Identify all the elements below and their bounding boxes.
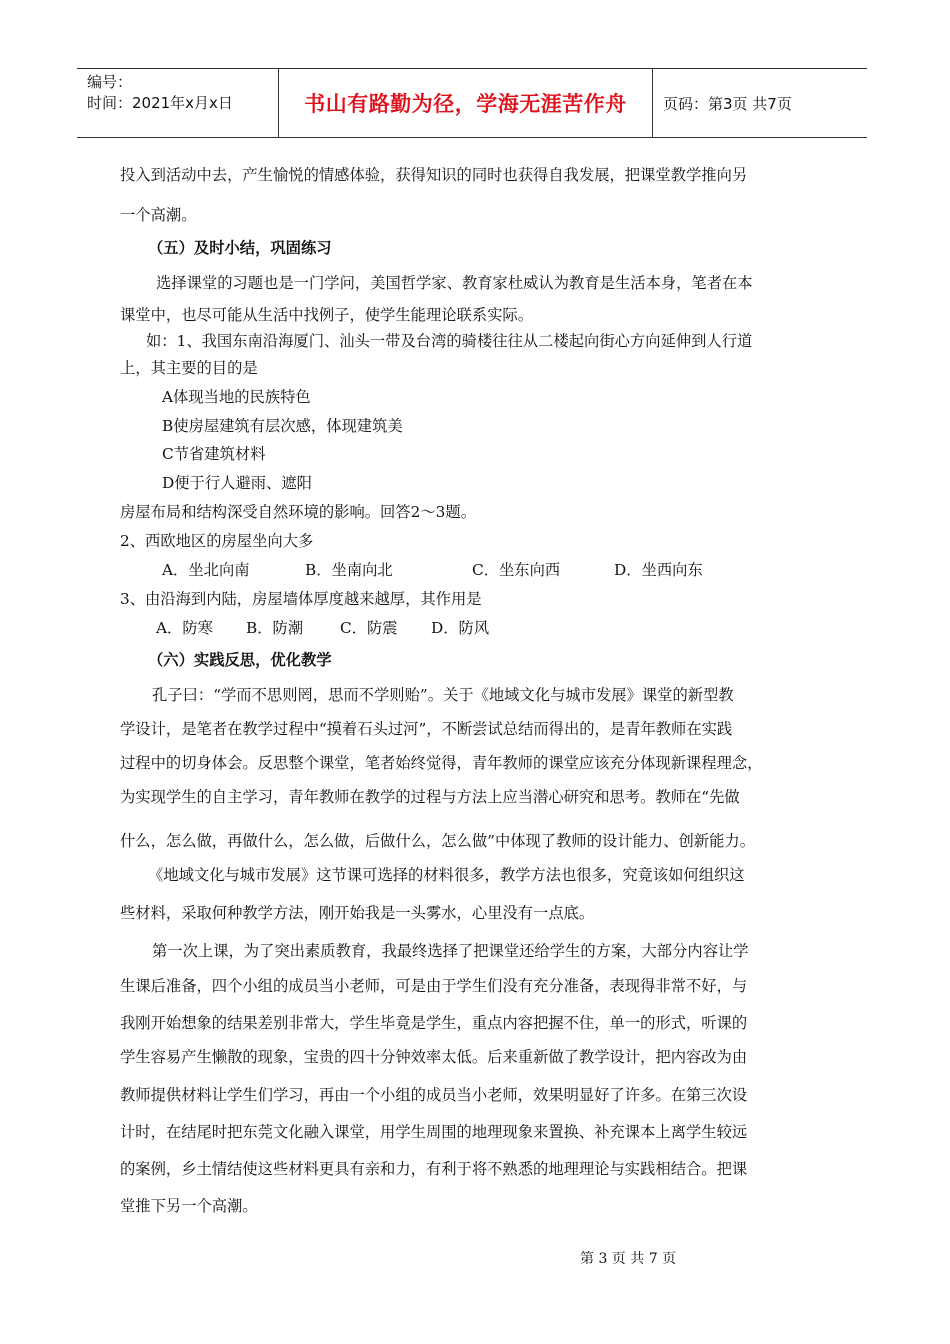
page-footer: 第 3 页 共 7 页 xyxy=(580,1251,677,1267)
question-line: 2、西欧地区的房屋坐向大多 xyxy=(120,532,314,550)
body-line: 我刚开始想象的结果差别非常大，学生毕竟是学生，重点内容把握不住，单一的形式，听课的 xyxy=(120,1014,748,1032)
section-heading: （五）及时小结，巩固练习 xyxy=(148,239,332,257)
question-line: 3、由沿海到内陆，房屋墙体厚度越来越厚，其作用是 xyxy=(120,590,482,608)
body-line: 一个高潮。 xyxy=(120,206,197,224)
option-line: C节省建筑材料 xyxy=(162,445,266,463)
option-item: C．防震 xyxy=(340,619,398,637)
body-line: 堂推下另一个高潮。 xyxy=(120,1197,258,1215)
body-line: 生课后准备，四个小组的成员当小老师，可是由于学生们没有充分准备，表现得非常不好，与 xyxy=(120,977,748,995)
option-item: A．坐北向南 xyxy=(162,561,250,579)
body-line: 如：1、我国东南沿海厦门、汕头一带及台湾的骑楼往往从二楼起向街心方向延伸到人行道 xyxy=(146,332,753,350)
section-heading: （六）实践反思，优化教学 xyxy=(148,651,332,669)
motto: 书山有路勤为径，学海无涯苦作舟 xyxy=(279,69,653,137)
body-line: 计时，在结尾时把东莞文化融入课堂，用学生周围的地理现象来置换、补充课本上离学生较远 xyxy=(120,1123,748,1141)
option-item: D．坐西向东 xyxy=(614,561,703,579)
body-line: 为实现学生的自主学习，青年教师在教学的过程与方法上应当潜心研究和思考。教师在“先做 xyxy=(120,788,740,806)
number-label: 编号： xyxy=(87,73,133,91)
option-item: B．坐南向北 xyxy=(305,561,393,579)
body-line: 第一次上课，为了突出素质教育，我最终选择了把课堂还给学生的方案，大部分内容让学 xyxy=(152,942,749,960)
body-line: 教师提供材料让学生们学习，再由一个小组的成员当小老师，效果明显好了许多。在第三次设 xyxy=(120,1086,748,1104)
body-line: 的案例，乡土情结使这些材料更具有亲和力，有利于将不熟悉的地理理论与实践相结合。把课 xyxy=(120,1160,748,1178)
body-line: 上，其主要的目的是 xyxy=(120,359,258,377)
body-line: 过程中的切身体会。反思整个课堂，笔者始终觉得，青年教师的课堂应该充分体现新课程理念， xyxy=(120,754,763,772)
option-line: D便于行人避雨、遮阳 xyxy=(162,474,312,492)
page-header xyxy=(77,68,867,138)
option-item: D．防风 xyxy=(431,619,490,637)
body-line: 《地域文化与城市发展》这节课可选择的材料很多，教学方法也很多，究竟该如何组织这 xyxy=(148,866,745,884)
body-line: 孔子曰：“学而不思则罔，思而不学则贻”。关于《地域文化与城市发展》课堂的新型教 xyxy=(152,686,734,704)
body-line: 选择课堂的习题也是一门学问，美国哲学家、教育家杜威认为教育是生活本身，笔者在本 xyxy=(156,274,753,292)
page-label: 页码：第3页 共7页 xyxy=(663,94,792,113)
option-item: C．坐东向西 xyxy=(472,561,561,579)
body-line: 房屋布局和结构深受自然环境的影响。回答2～3题。 xyxy=(120,503,476,521)
body-line: 课堂中，也尽可能从生活中找例子，使学生能理论联系实际。 xyxy=(120,306,534,324)
body-line: 什么，怎么做，再做什么，怎么做，后做什么，怎么做”中体现了教师的设计能力、创新能力。 xyxy=(120,832,755,850)
body-line: 学生容易产生懒散的现象，宝贵的四十分钟效率太低。后来重新做了教学设计，把内容改为由 xyxy=(120,1048,748,1066)
header-info-cell xyxy=(77,69,279,137)
body-line: 些材料，采取何种教学方法，刚开始我是一头雾水，心里没有一点底。 xyxy=(120,904,595,922)
option-item: B．防潮 xyxy=(246,619,304,637)
time-label: 时间：2021年x月x日 xyxy=(87,94,233,112)
option-item: A．防寒 xyxy=(156,619,213,637)
option-line: A体现当地的民族特色 xyxy=(162,388,311,406)
body-line: 投入到活动中去，产生愉悦的情感体验，获得知识的同时也获得自我发展，把课堂教学推向另 xyxy=(120,166,748,184)
body-line: 学设计，是笔者在教学过程中“摸着石头过河”，不断尝试总结而得出的，是青年教师在实践 xyxy=(120,720,733,738)
option-line: B使房屋建筑有层次感，体现建筑美 xyxy=(162,417,403,435)
